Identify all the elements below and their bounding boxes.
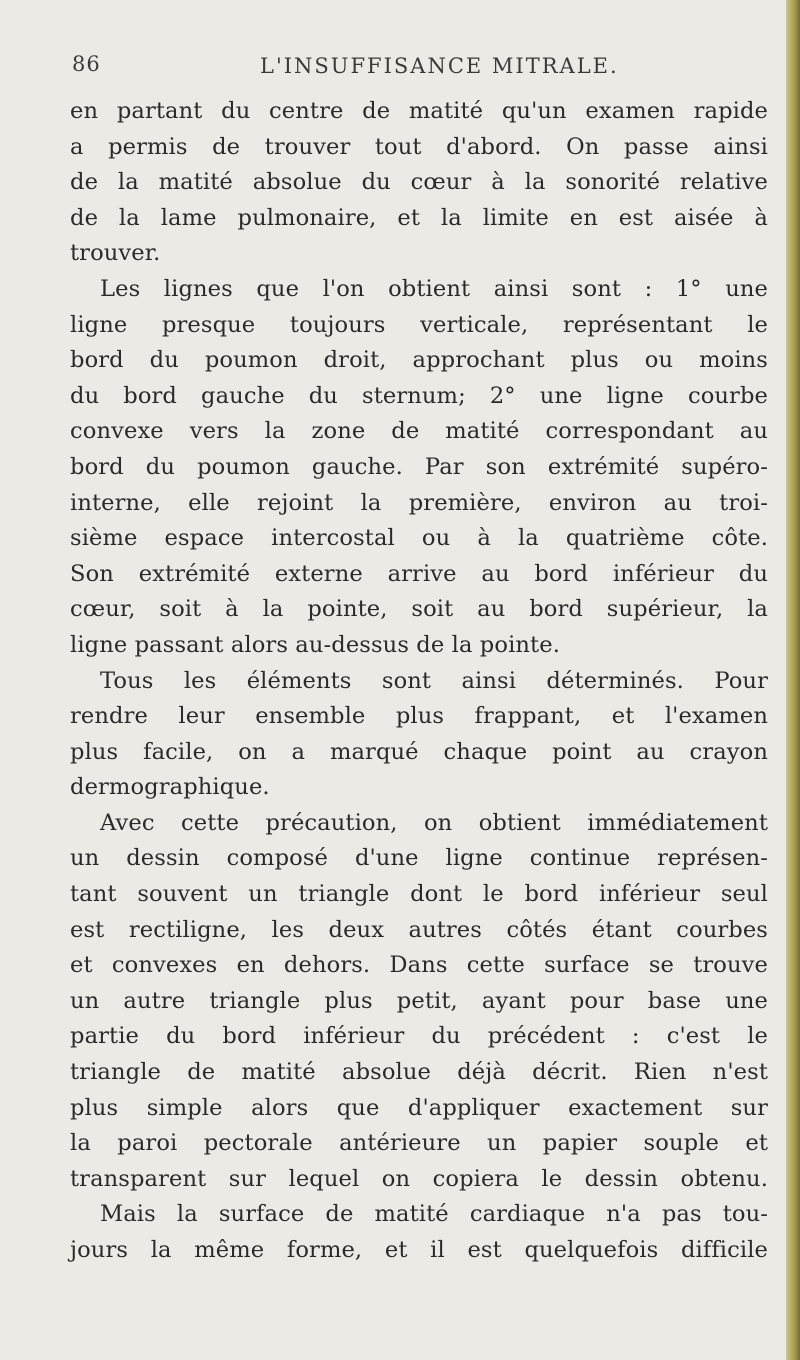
text-line: un autre triangle plus petit, ayant pour base une xyxy=(70,987,768,1014)
text-line: sième espace intercostal ou à la quatrième côte. xyxy=(70,525,768,552)
text-line: jours la même forme, et il est quelquefois difficile xyxy=(70,1237,768,1263)
text-line: plus simple alors que d'appliquer exactement sur xyxy=(70,1094,768,1121)
text-line: interne, elle rejoint la première, environ au troi- xyxy=(70,489,768,516)
text-line: un dessin composé d'une ligne continue représen- xyxy=(70,845,768,872)
text-line: a permis de trouver tout d'abord. On passe ainsi xyxy=(70,133,768,160)
text-line: Son extrémité externe arrive au bord inférieur du xyxy=(70,560,768,587)
text-line: en partant du centre de matité qu'un examen rapide xyxy=(70,98,768,124)
body-text xyxy=(70,94,768,1269)
text-line: Les lignes que l'on obtient ainsi sont : 1° une xyxy=(100,275,768,302)
text-line: Mais la surface de matité cardiaque n'a pas tou- xyxy=(100,1201,768,1228)
text-line: ligne presque toujours verticale, représentant le xyxy=(70,311,768,338)
text-line: trouver. xyxy=(70,240,161,267)
text-line: rendre leur ensemble plus frappant, et l'examen xyxy=(70,703,768,730)
text-line: plus facile, on a marqué chaque point au crayon xyxy=(70,738,768,765)
text-line: bord du poumon gauche. Par son extrémité supéro- xyxy=(70,453,768,480)
page-header xyxy=(72,52,752,92)
running-title: L'INSUFFISANCE MITRALE. xyxy=(260,54,619,78)
text-line: de la matité absolue du cœur à la sonorité relative xyxy=(70,169,768,196)
text-line: cœur, soit à la pointe, soit au bord supérieur, la xyxy=(70,596,768,623)
text-line: Avec cette précaution, on obtient immédiatement xyxy=(100,809,768,836)
text-line: la paroi pectorale antérieure un papier souple et xyxy=(70,1130,768,1157)
text-line: du bord gauche du sternum; 2° une ligne courbe xyxy=(70,382,768,409)
text-line: tant souvent un triangle dont le bord inférieur seul xyxy=(70,881,768,908)
text-line: bord du poumon droit, approchant plus ou moins xyxy=(70,347,768,374)
text-line: Tous les éléments sont ainsi déterminés. Pour xyxy=(100,667,768,694)
text-line: ligne passant alors au-dessus de la pointe. xyxy=(70,631,560,658)
text-line: dermographique. xyxy=(70,774,270,801)
text-line: convexe vers la zone de matité correspondant au xyxy=(70,418,768,445)
text-line: partie du bord inférieur du précédent : c'est le xyxy=(70,1023,768,1050)
page-number: 86 xyxy=(72,52,101,76)
text-line: triangle de matité absolue déjà décrit. Rien n'est xyxy=(70,1059,768,1086)
text-line: et convexes en dehors. Dans cette surface se trouve xyxy=(70,952,768,979)
text-line: de la lame pulmonaire, et la limite en est aisée à xyxy=(70,204,768,231)
text-line: transparent sur lequel on copiera le dessin obtenu. xyxy=(70,1165,768,1192)
page-edge xyxy=(786,0,800,1360)
text-line: est rectiligne, les deux autres côtés étant courbes xyxy=(70,916,768,943)
